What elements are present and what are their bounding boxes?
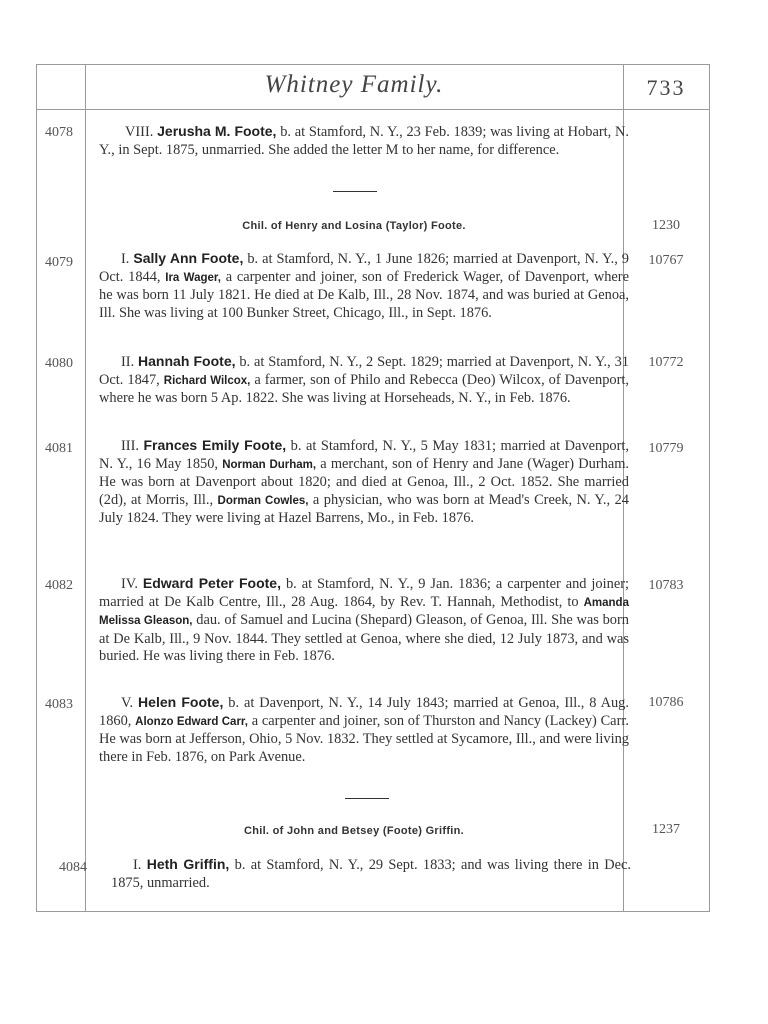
entry-body: b. at Stamford, N. Y., 1 June 1826; married at Davenport, N. Y., 9 Oct. 1844,: [99, 251, 629, 285]
entry-body: b. at Davenport, N. Y., 14 July 1843; married at Genoa, Ill., 8 Aug. 1860,: [99, 695, 629, 729]
spouse-name: Amanda Melissa Gleason,: [99, 596, 629, 628]
entry-ref-number: 10786: [648, 695, 684, 710]
spouse-name: Richard Wilcox,: [163, 374, 251, 387]
section-divider: [333, 191, 377, 192]
entry-number: 4079: [45, 255, 73, 270]
page-number: 733: [646, 75, 686, 100]
entry-ref-number: 10772: [648, 355, 684, 370]
entry-number: 4080: [45, 356, 73, 371]
entry-ordinal: I.: [133, 857, 142, 873]
entry-number: 4081: [45, 441, 73, 456]
spouse-name: Norman Durham,: [222, 458, 317, 471]
entry-ref-number: 10767: [648, 253, 684, 268]
entry-number: 4084: [59, 860, 87, 875]
entry-name: Hannah Foote,: [138, 353, 236, 369]
left-margin-rule: [85, 65, 86, 911]
entry-body: b. at Stamford, N. Y., 5 May 1831; married at Davenport, N. Y., 16 May 1850,: [99, 438, 630, 472]
entry-name: Jerusha M. Foote,: [157, 123, 277, 139]
entry-body: a carpenter and joiner, son of Frederick Wager, of Davenport, where he was born 11 July 1821. He died at De Kalb, Ill., 28 Nov. 1874, and was buried at Genoa, Ill. She was living at 100 Bunker Street, Chicago, Ill., in Sept. 1876.: [99, 268, 629, 321]
entry-body: a merchant, son of Henry and Jane (Wager) Durham. He was born at Davenport about 1820; and died at Genoa, Ill., 2 Oct. 1852. She married (2d), at Morris, Ill.,: [99, 455, 630, 508]
page-title: Whitney Family.: [264, 71, 444, 98]
section-divider: [345, 798, 389, 799]
entry-name: Helen Foote,: [138, 694, 224, 710]
entry-name: Frances Emily Foote,: [143, 437, 287, 453]
entry-ordinal: IV.: [121, 576, 138, 592]
entry-name: Edward Peter Foote,: [142, 575, 281, 591]
entry-text: [99, 575, 629, 666]
section-heading: Chil. of John and Betsey (Foote) Griffin.: [243, 825, 465, 837]
entry-body: dau. of Samuel and Lucina (Shepard) Gleason, of Genoa, Ill. She was born at De Kalb, Ill., 9 Nov. 1844. They settled at Genoa, where she died, 12 July 1873, and was buried. He was living there in Feb. 1876.: [99, 612, 629, 665]
entry-body: b. at Stamford, N. Y., 29 Sept. 1833; and was living there in Dec. 1875, unmarried.: [111, 857, 631, 891]
entry-ref-number: 10779: [648, 441, 684, 456]
entry-name: Sally Ann Foote,: [133, 250, 244, 266]
entry-body: b. at Stamford, N. Y., 9 Jan. 1836; a carpenter and joiner; married at De Kalb Centre, Ill., 28 Aug. 1864, by Rev. T. Hannah, Methodist, to: [99, 576, 629, 610]
entry-text: [99, 353, 629, 408]
section-ref-number: 1237: [652, 822, 680, 837]
entry-ref-number: 10783: [648, 578, 684, 593]
spouse-name: Alonzo Edward Carr,: [135, 715, 248, 728]
entry-body: a farmer, son of Philo and Rebecca (Deo) Wilcox, of Davenport, where he was born 5 Ap. 1822. She was living at Horseheads, N. Y., in Feb. 1876.: [99, 371, 630, 407]
entry-number: 4078: [45, 125, 73, 140]
entry-body: a carpenter and joiner, son of Thurston and Nancy (Lackey) Carr. He was born at Jefferson, Ohio, 5 Nov. 1832. They settled at Sycamore, Ill., and were living there in Feb. 1876, on Park Avenue.: [99, 712, 629, 765]
entry-text: [99, 123, 629, 159]
entry-ordinal: V.: [121, 695, 134, 711]
entry-text: [111, 856, 631, 892]
entry-body: b. at Stamford, N. Y., 23 Feb. 1839; was living at Hobart, N. Y., in Sept. 1875, unmarried. She added the letter M to her name, for difference.: [99, 124, 629, 158]
entry-number: 4083: [45, 697, 73, 712]
page-frame: [36, 64, 710, 912]
entry-text: [99, 694, 629, 766]
entry-body: a physician, who was born at Mead's Creek, N. Y., 24 July 1824. They were living at Hazel Barrens, Mo., in Feb. 1876.: [99, 491, 629, 527]
entry-number: 4082: [45, 578, 73, 593]
entry-ordinal: II.: [121, 354, 135, 370]
entry-body: b. at Stamford, N. Y., 2 Sept. 1829; married at Davenport, N. Y., 31 Oct. 1847,: [99, 354, 629, 388]
entry-ordinal: VIII.: [125, 124, 154, 140]
entry-ordinal: I.: [121, 251, 130, 267]
entry-text: [99, 250, 629, 322]
section-heading: Chil. of Henry and Losina (Taylor) Foote.: [242, 220, 466, 232]
entry-text: [99, 437, 629, 528]
spouse-name: Ira Wager,: [165, 271, 221, 284]
spouse-name: Dorman Cowles,: [217, 494, 309, 507]
entry-ordinal: III.: [121, 438, 139, 454]
entry-name: Heth Griffin,: [146, 856, 230, 872]
section-ref-number: 1230: [652, 218, 680, 233]
header-rule: [37, 109, 709, 110]
